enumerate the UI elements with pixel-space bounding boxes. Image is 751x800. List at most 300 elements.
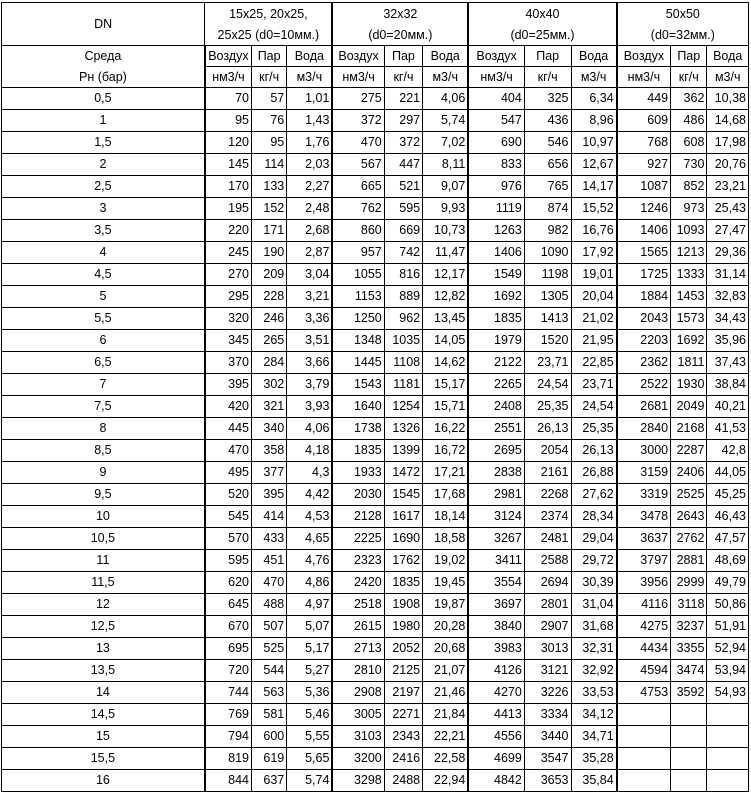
value-cell: 3554: [468, 572, 524, 594]
value-cell: 1087: [617, 176, 671, 198]
value-cell: 114: [252, 154, 287, 176]
value-cell: 852: [671, 176, 707, 198]
value-cell: 1119: [468, 198, 524, 220]
table-row: [2, 506, 749, 528]
value-cell: 52,94: [707, 638, 749, 660]
value-cell: 3237: [671, 616, 707, 638]
value-cell: 1453: [671, 286, 707, 308]
value-cell: 2981: [468, 484, 524, 506]
pressure-cell: 8,5: [2, 440, 205, 462]
value-cell: 563: [252, 682, 287, 704]
value-cell: 27,62: [571, 484, 617, 506]
value-cell: 41,53: [707, 418, 749, 440]
value-cell: 2488: [384, 770, 422, 792]
value-cell: 1181: [384, 374, 422, 396]
value-cell: 34,12: [571, 704, 617, 726]
value-cell: 35,28: [571, 748, 617, 770]
value-cell: 45,25: [707, 484, 749, 506]
value-cell: 433: [252, 528, 287, 550]
value-cell: 4,86: [287, 572, 333, 594]
value-cell: 720: [205, 660, 252, 682]
value-cell: 2695: [468, 440, 524, 462]
unit-header: м3/ч: [287, 67, 333, 88]
table-row: [2, 550, 749, 572]
value-cell: 414: [252, 506, 287, 528]
table-row: [2, 704, 749, 726]
value-cell: 220: [205, 220, 252, 242]
value-cell: 1908: [384, 594, 422, 616]
value-cell: 46,43: [707, 506, 749, 528]
value-cell: 645: [205, 594, 252, 616]
value-cell: 600: [252, 726, 287, 748]
value-cell: 16,22: [423, 418, 469, 440]
value-cell: 35,96: [707, 330, 749, 352]
value-cell: 4270: [468, 682, 524, 704]
value-cell: 2694: [524, 572, 571, 594]
medium-header: Пар: [252, 46, 287, 67]
pressure-cell: 3: [2, 198, 205, 220]
value-cell: 27,47: [707, 220, 749, 242]
value-cell: 35,84: [571, 770, 617, 792]
value-cell: 608: [671, 132, 707, 154]
value-cell: 145: [205, 154, 252, 176]
value-cell: 2049: [671, 396, 707, 418]
table-row: [2, 528, 749, 550]
value-cell: 3797: [617, 550, 671, 572]
value-cell: 1933: [332, 462, 384, 484]
value-cell: 4275: [617, 616, 671, 638]
value-cell: 2881: [671, 550, 707, 572]
value-cell: 3592: [671, 682, 707, 704]
value-cell: 320: [205, 308, 252, 330]
value-cell: 4,3: [287, 462, 333, 484]
table-row: [2, 352, 749, 374]
value-cell: 14,05: [423, 330, 469, 352]
size-header-3-line2: (d0=25мм.): [468, 25, 616, 46]
value-cell: 1153: [332, 286, 384, 308]
value-cell: 5,36: [287, 682, 333, 704]
pressure-label: Рн (бар): [2, 67, 205, 88]
value-cell: 372: [384, 132, 422, 154]
pressure-cell: 9,5: [2, 484, 205, 506]
value-cell: 245: [205, 242, 252, 264]
value-cell: 2713: [332, 638, 384, 660]
value-cell: 1108: [384, 352, 422, 374]
value-cell: 546: [524, 132, 571, 154]
value-cell: 2762: [671, 528, 707, 550]
value-cell: 1835: [468, 308, 524, 330]
value-cell: 48,69: [707, 550, 749, 572]
medium-label: Среда: [2, 46, 205, 67]
pressure-cell: 6: [2, 330, 205, 352]
value-cell: 1565: [617, 242, 671, 264]
value-cell: 5,55: [287, 726, 333, 748]
value-cell: 3956: [617, 572, 671, 594]
pressure-cell: 6,5: [2, 352, 205, 374]
table-row: [2, 748, 749, 770]
value-cell: 15,71: [423, 396, 469, 418]
value-cell: 3,51: [287, 330, 333, 352]
value-cell: 49,79: [707, 572, 749, 594]
value-cell: 3200: [332, 748, 384, 770]
value-cell: 488: [252, 594, 287, 616]
value-cell: 2481: [524, 528, 571, 550]
value-cell: 2551: [468, 418, 524, 440]
value-cell: 1725: [617, 264, 671, 286]
value-cell: 10,38: [707, 88, 749, 110]
value-cell: 595: [205, 550, 252, 572]
value-cell: 26,88: [571, 462, 617, 484]
value-cell: 171: [252, 220, 287, 242]
size-header-1-line1: 15x25, 20x25,: [205, 3, 333, 26]
media-header-row: [2, 46, 749, 67]
value-cell: 495: [205, 462, 252, 484]
value-cell: 2999: [671, 572, 707, 594]
value-cell: 765: [524, 176, 571, 198]
value-cell: 26,13: [571, 440, 617, 462]
value-cell: 1254: [384, 396, 422, 418]
value-cell: [671, 748, 707, 770]
value-cell: 9,07: [423, 176, 469, 198]
units-header-row: [2, 67, 749, 88]
value-cell: 2,27: [287, 176, 333, 198]
value-cell: [707, 704, 749, 726]
value-cell: 33,53: [571, 682, 617, 704]
value-cell: 34,43: [707, 308, 749, 330]
value-cell: [707, 770, 749, 792]
value-cell: 120: [205, 132, 252, 154]
value-cell: 3983: [468, 638, 524, 660]
value-cell: 17,92: [571, 242, 617, 264]
pressure-cell: 2: [2, 154, 205, 176]
value-cell: 1738: [332, 418, 384, 440]
value-cell: 973: [671, 198, 707, 220]
value-cell: 4,18: [287, 440, 333, 462]
value-cell: 1,43: [287, 110, 333, 132]
table-row: [2, 726, 749, 748]
value-cell: 21,46: [423, 682, 469, 704]
value-cell: 95: [252, 132, 287, 154]
value-cell: 3840: [468, 616, 524, 638]
value-cell: 2408: [468, 396, 524, 418]
value-cell: 525: [252, 638, 287, 660]
pressure-cell: 15,5: [2, 748, 205, 770]
value-cell: 15,52: [571, 198, 617, 220]
value-cell: 1617: [384, 506, 422, 528]
value-cell: 2265: [468, 374, 524, 396]
value-cell: 507: [252, 616, 287, 638]
table-row: [2, 220, 749, 242]
pressure-cell: 5: [2, 286, 205, 308]
value-cell: 23,21: [707, 176, 749, 198]
value-cell: 2052: [384, 638, 422, 660]
value-cell: 1250: [332, 308, 384, 330]
value-cell: 2161: [524, 462, 571, 484]
value-cell: 670: [205, 616, 252, 638]
value-cell: 31,68: [571, 616, 617, 638]
value-cell: 2681: [617, 396, 671, 418]
value-cell: 3697: [468, 594, 524, 616]
value-cell: 2343: [384, 726, 422, 748]
value-cell: 6,34: [571, 88, 617, 110]
value-cell: [707, 726, 749, 748]
value-cell: 1545: [384, 484, 422, 506]
value-cell: 284: [252, 352, 287, 374]
value-cell: 451: [252, 550, 287, 572]
value-cell: 4434: [617, 638, 671, 660]
value-cell: 2,03: [287, 154, 333, 176]
value-cell: 4116: [617, 594, 671, 616]
value-cell: 2362: [617, 352, 671, 374]
value-cell: 2271: [384, 704, 422, 726]
value-cell: 2643: [671, 506, 707, 528]
medium-header: Пар: [524, 46, 571, 67]
value-cell: 470: [252, 572, 287, 594]
value-cell: 31,14: [707, 264, 749, 286]
value-cell: 2,68: [287, 220, 333, 242]
value-cell: 962: [384, 308, 422, 330]
value-cell: 12,17: [423, 264, 469, 286]
value-cell: 302: [252, 374, 287, 396]
value-cell: 2,87: [287, 242, 333, 264]
value-cell: 3653: [524, 770, 571, 792]
value-cell: 547: [468, 110, 524, 132]
value-cell: 17,21: [423, 462, 469, 484]
value-cell: 34,71: [571, 726, 617, 748]
value-cell: 53,94: [707, 660, 749, 682]
value-cell: [671, 770, 707, 792]
value-cell: 9,93: [423, 198, 469, 220]
table-row: [2, 88, 749, 110]
value-cell: 358: [252, 440, 287, 462]
value-cell: 744: [205, 682, 252, 704]
value-cell: 1980: [384, 616, 422, 638]
value-cell: 22,94: [423, 770, 469, 792]
value-cell: 3474: [671, 660, 707, 682]
value-cell: 816: [384, 264, 422, 286]
value-cell: 133: [252, 176, 287, 198]
value-cell: 1093: [671, 220, 707, 242]
value-cell: 7,02: [423, 132, 469, 154]
value-cell: 30,39: [571, 572, 617, 594]
value-cell: 23,71: [524, 352, 571, 374]
value-cell: 1835: [332, 440, 384, 462]
value-cell: 545: [205, 506, 252, 528]
medium-header: Воздух: [205, 46, 252, 67]
value-cell: 51,91: [707, 616, 749, 638]
value-cell: 195: [205, 198, 252, 220]
value-cell: 3124: [468, 506, 524, 528]
value-cell: 1263: [468, 220, 524, 242]
value-cell: 20,76: [707, 154, 749, 176]
value-cell: 24,54: [524, 374, 571, 396]
value-cell: 1979: [468, 330, 524, 352]
value-cell: 1543: [332, 374, 384, 396]
value-cell: 2838: [468, 462, 524, 484]
table-row: [2, 572, 749, 594]
medium-header: Вода: [287, 46, 333, 67]
value-cell: 1573: [671, 308, 707, 330]
value-cell: 1413: [524, 308, 571, 330]
value-cell: 32,92: [571, 660, 617, 682]
value-cell: 1472: [384, 462, 422, 484]
pressure-cell: 1: [2, 110, 205, 132]
table-row: [2, 286, 749, 308]
value-cell: 669: [384, 220, 422, 242]
value-cell: 370: [205, 352, 252, 374]
value-cell: 2287: [671, 440, 707, 462]
table-row: [2, 594, 749, 616]
value-cell: 957: [332, 242, 384, 264]
value-cell: 14,17: [571, 176, 617, 198]
pressure-cell: 8: [2, 418, 205, 440]
table-row: [2, 242, 749, 264]
value-cell: 1835: [384, 572, 422, 594]
pressure-cell: 13,5: [2, 660, 205, 682]
dn-header: DN: [2, 3, 205, 46]
value-cell: 3159: [617, 462, 671, 484]
value-cell: 3440: [524, 726, 571, 748]
pressure-cell: 15: [2, 726, 205, 748]
pressure-cell: 1,5: [2, 132, 205, 154]
value-cell: 20,68: [423, 638, 469, 660]
value-cell: 2,48: [287, 198, 333, 220]
value-cell: 4,65: [287, 528, 333, 550]
value-cell: 3,79: [287, 374, 333, 396]
value-cell: 29,72: [571, 550, 617, 572]
value-cell: 2122: [468, 352, 524, 374]
unit-header: нм3/ч: [468, 67, 524, 88]
unit-header: м3/ч: [571, 67, 617, 88]
value-cell: 5,65: [287, 748, 333, 770]
value-cell: 19,01: [571, 264, 617, 286]
value-cell: 362: [671, 88, 707, 110]
value-cell: [617, 704, 671, 726]
value-cell: 21,07: [423, 660, 469, 682]
value-cell: 595: [384, 198, 422, 220]
value-cell: 4594: [617, 660, 671, 682]
value-cell: 5,07: [287, 616, 333, 638]
table-row: [2, 462, 749, 484]
value-cell: 340: [252, 418, 287, 440]
table-row: [2, 308, 749, 330]
value-cell: 20,28: [423, 616, 469, 638]
value-cell: 5,74: [423, 110, 469, 132]
value-cell: 21,02: [571, 308, 617, 330]
value-cell: 4126: [468, 660, 524, 682]
medium-header: Пар: [671, 46, 707, 67]
value-cell: 14,68: [707, 110, 749, 132]
medium-header: Вода: [707, 46, 749, 67]
value-cell: 1640: [332, 396, 384, 418]
value-cell: 15,17: [423, 374, 469, 396]
value-cell: 2522: [617, 374, 671, 396]
value-cell: 209: [252, 264, 287, 286]
value-cell: 445: [205, 418, 252, 440]
pressure-cell: 4,5: [2, 264, 205, 286]
value-cell: 3637: [617, 528, 671, 550]
value-cell: 29,04: [571, 528, 617, 550]
value-cell: 1930: [671, 374, 707, 396]
value-cell: 2406: [671, 462, 707, 484]
value-cell: 420: [205, 396, 252, 418]
value-cell: 1692: [468, 286, 524, 308]
table-row: [2, 264, 749, 286]
table-row: [2, 176, 749, 198]
value-cell: 295: [205, 286, 252, 308]
value-cell: 1055: [332, 264, 384, 286]
value-cell: 2374: [524, 506, 571, 528]
medium-header: Вода: [423, 46, 469, 67]
value-cell: 1035: [384, 330, 422, 352]
value-cell: 57: [252, 88, 287, 110]
value-cell: 2043: [617, 308, 671, 330]
value-cell: 2615: [332, 616, 384, 638]
value-cell: 395: [252, 484, 287, 506]
value-cell: 2054: [524, 440, 571, 462]
value-cell: 4,76: [287, 550, 333, 572]
table-row: [2, 616, 749, 638]
value-cell: 10,97: [571, 132, 617, 154]
unit-header: нм3/ч: [332, 67, 384, 88]
value-cell: 4,97: [287, 594, 333, 616]
value-cell: 325: [524, 88, 571, 110]
medium-header: Вода: [571, 46, 617, 67]
value-cell: 637: [252, 770, 287, 792]
value-cell: 2323: [332, 550, 384, 572]
value-cell: 1884: [617, 286, 671, 308]
value-cell: 31,04: [571, 594, 617, 616]
value-cell: 3,66: [287, 352, 333, 374]
table-row: [2, 660, 749, 682]
unit-header: м3/ч: [423, 67, 469, 88]
value-cell: 20,04: [571, 286, 617, 308]
value-cell: 1090: [524, 242, 571, 264]
value-cell: 2907: [524, 616, 571, 638]
value-cell: 889: [384, 286, 422, 308]
value-cell: 521: [384, 176, 422, 198]
value-cell: [617, 748, 671, 770]
value-cell: 3,04: [287, 264, 333, 286]
medium-header: Пар: [384, 46, 422, 67]
pressure-cell: 11,5: [2, 572, 205, 594]
value-cell: 76: [252, 110, 287, 132]
size-header-2-line2: (d0=20мм.): [332, 25, 468, 46]
value-cell: 769: [205, 704, 252, 726]
value-cell: 567: [332, 154, 384, 176]
value-cell: 29,36: [707, 242, 749, 264]
value-cell: 486: [671, 110, 707, 132]
value-cell: 3355: [671, 638, 707, 660]
value-cell: 570: [205, 528, 252, 550]
medium-header: Воздух: [617, 46, 671, 67]
table-row: [2, 330, 749, 352]
value-cell: 874: [524, 198, 571, 220]
pressure-cell: 16: [2, 770, 205, 792]
value-cell: 3411: [468, 550, 524, 572]
value-cell: 1406: [617, 220, 671, 242]
value-cell: 18,58: [423, 528, 469, 550]
value-cell: 2840: [617, 418, 671, 440]
value-cell: 436: [524, 110, 571, 132]
value-cell: 4753: [617, 682, 671, 704]
value-cell: 3,93: [287, 396, 333, 418]
value-cell: 37,43: [707, 352, 749, 374]
value-cell: 1,01: [287, 88, 333, 110]
value-cell: 8,11: [423, 154, 469, 176]
value-cell: 3118: [671, 594, 707, 616]
pressure-cell: 2,5: [2, 176, 205, 198]
